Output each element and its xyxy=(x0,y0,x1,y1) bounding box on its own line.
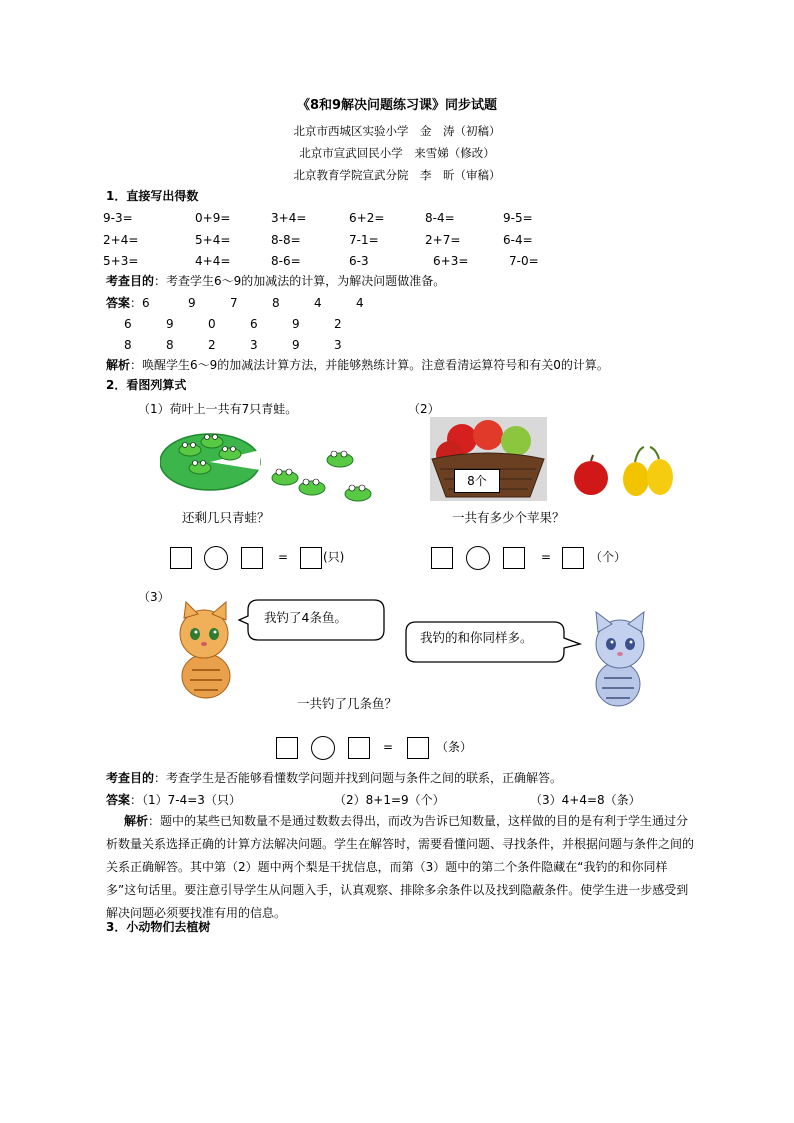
q3-heading: 3．小动物们去植树 xyxy=(106,920,211,934)
author-line: 北京教育学院宣武分院 李 昕（审稿） xyxy=(293,168,501,182)
orange-cat-image xyxy=(164,600,244,702)
basket-count-label: 8个 xyxy=(454,469,500,493)
bubble-text-left: 我钓了4条鱼。 xyxy=(264,610,347,625)
answer-label: 答案 xyxy=(106,793,131,807)
q2-part3-label: （3） xyxy=(138,590,170,604)
frogs-lily-pad-image xyxy=(160,420,390,510)
purpose-text: ：考查学生是否能够看懂数学问题并找到问题与条件之间的联系，正确解答。 xyxy=(154,771,563,785)
problem: 6-3 xyxy=(349,254,369,268)
answer-value: （3）4+4=8（条） xyxy=(530,793,641,807)
q2-heading: 2．看图列算式 xyxy=(106,378,187,392)
problem: 8-8= xyxy=(271,233,301,247)
answer-value: 9 xyxy=(292,338,300,352)
q2-purpose xyxy=(106,771,562,786)
analysis-text: ：题中的某些已知数量不是通过数数去得出，而改为告诉已知数量，这样做的目的是有利于学生通过分析数量关系选择正确的计算方法解决问题。学生在解答时，需要看懂问题、寻找条件，并根据问题与条件之间的关系正确解答。其中第（2）题中两个梨是干扰信息，而第（3）题中的第二个条件隐藏在“我钓的和你同样多”这句话里。要注意引导学生从问题入手，认真观察、排除多余条件以及找到隐蔽条件。使学生进一步感受到解决问题必须要找准有用的信息。 xyxy=(106,814,695,920)
problem: 2+4= xyxy=(103,233,139,247)
operator-circle[interactable] xyxy=(204,546,228,570)
bubble-text-right: 我钓的和你同样多。 xyxy=(420,630,533,645)
problem: 5+4= xyxy=(195,233,231,247)
purpose-text: ：考查学生6～9的加减法的计算，为解决问题做准备。 xyxy=(154,274,446,288)
unit-label: （个） xyxy=(590,550,627,564)
q2-part2-question: 一共有多少个苹果？ xyxy=(452,510,565,525)
answer-value: 4 xyxy=(356,296,364,310)
analysis-label: 解析 xyxy=(124,814,149,828)
q1-answer xyxy=(106,296,150,311)
answer-value: 8 xyxy=(272,296,280,310)
answer-value: ：（1）7-4=3（只） xyxy=(130,793,241,807)
answer-value: 8 xyxy=(166,338,174,352)
answer-box[interactable] xyxy=(407,737,429,759)
answer-value: 8 xyxy=(124,338,132,352)
q1-analysis xyxy=(106,358,609,373)
operator-circle[interactable] xyxy=(311,736,335,760)
q2-part1-label: （1）荷叶上一共有7只青蛙。 xyxy=(138,402,298,416)
q2-part2-label: （2） xyxy=(408,402,440,416)
purpose-label: 考查目的 xyxy=(106,771,155,785)
answer-value: （2）8+1=9（个） xyxy=(334,793,445,807)
answer-box[interactable] xyxy=(431,547,453,569)
purpose-label: 考查目的 xyxy=(106,274,155,288)
blue-cat-image xyxy=(582,608,658,708)
answer-value: 9 xyxy=(292,317,300,331)
analysis-text: ：唤醒学生6～9的加减法计算方法，并能够熟练计算。注意看清运算符号和有关0的计算。 xyxy=(130,358,609,372)
analysis-label: 解析 xyxy=(106,358,131,372)
answer-value: 9 xyxy=(166,317,174,331)
problem: 8-4= xyxy=(425,211,455,225)
page-title: 《8和9解决问题练习课》同步试题 xyxy=(296,98,498,113)
problem: 4+4= xyxy=(195,254,231,268)
answer-value: 7 xyxy=(230,296,238,310)
q1-purpose xyxy=(106,274,445,289)
answer-label: 答案 xyxy=(106,296,131,310)
equals-sign: = xyxy=(278,550,289,564)
answer-value: 3 xyxy=(250,338,258,352)
problem: 7-1= xyxy=(349,233,379,247)
problem: 5+3= xyxy=(103,254,139,268)
answer-value: ：6 xyxy=(130,296,150,310)
answer-value: 6 xyxy=(250,317,258,331)
author-line: 北京市西城区实验小学 金 涛（初稿） xyxy=(293,124,501,138)
q2-analysis xyxy=(106,810,696,925)
problem: 8-6= xyxy=(271,254,301,268)
q2-part3-question: 一共钓了几条鱼？ xyxy=(297,696,398,711)
unit-label: （条） xyxy=(436,740,473,754)
answer-box[interactable] xyxy=(241,547,263,569)
operator-circle[interactable] xyxy=(466,546,490,570)
problem: 9-3= xyxy=(103,211,133,225)
q2-answer xyxy=(106,793,241,808)
problem: 0+9= xyxy=(195,211,231,225)
answer-box[interactable] xyxy=(348,737,370,759)
author-line: 北京市宣武回民小学 来雪娣（修改） xyxy=(299,146,495,160)
answer-value: 2 xyxy=(334,317,342,331)
q1-heading: 1．直接写出得数 xyxy=(106,189,199,203)
q2-part1-question: 还剩几只青蛙？ xyxy=(182,510,270,525)
answer-value: 2 xyxy=(208,338,216,352)
problem: 9-5= xyxy=(503,211,533,225)
answer-box[interactable] xyxy=(300,547,322,569)
answer-box[interactable] xyxy=(562,547,584,569)
problem: 7-0= xyxy=(509,254,539,268)
answer-value: 6 xyxy=(124,317,132,331)
answer-box[interactable] xyxy=(276,737,298,759)
answer-value: 4 xyxy=(314,296,322,310)
equals-sign: = xyxy=(541,550,552,564)
problem: 6-4= xyxy=(503,233,533,247)
unit-label: (只) xyxy=(323,550,345,564)
problem: 2+7= xyxy=(425,233,461,247)
problem: 6+3= xyxy=(433,254,469,268)
equals-sign: = xyxy=(383,740,394,754)
answer-value: 9 xyxy=(188,296,196,310)
answer-box[interactable] xyxy=(170,547,192,569)
answer-value: 3 xyxy=(334,338,342,352)
problem: 3+4= xyxy=(271,211,307,225)
answer-box[interactable] xyxy=(503,547,525,569)
answer-value: 0 xyxy=(208,317,216,331)
problem: 6+2= xyxy=(349,211,385,225)
